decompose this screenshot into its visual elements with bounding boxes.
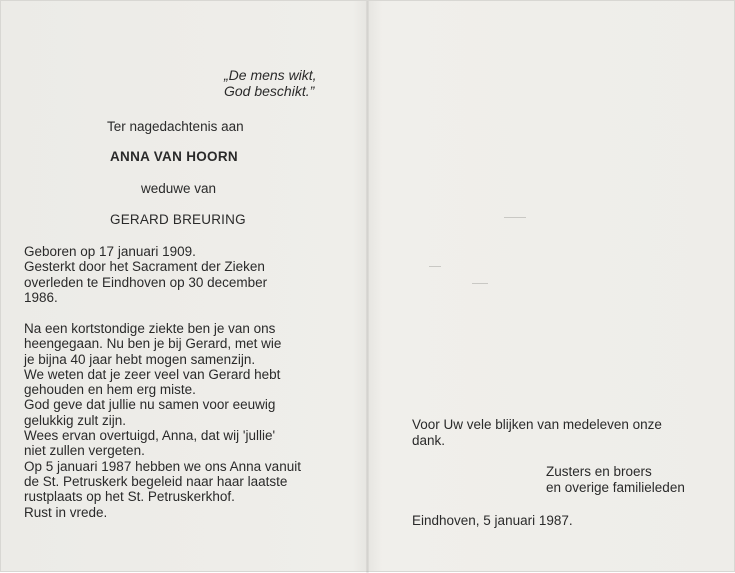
quote-line: God beschikt.”: [224, 83, 315, 99]
text-line: rustplaats op het St. Petruskerkhof.: [24, 489, 235, 505]
text-line: We weten dat je zeer veel van Gerard hebt: [24, 366, 281, 382]
text-line: Wees ervan overtuigd, Anna, dat wij 'jullie': [24, 428, 276, 444]
text-line: gehouden en hem erg miste.: [24, 382, 196, 398]
text-line: Rust in vrede.: [24, 504, 108, 520]
text-line: Op 5 januari 1987 hebben we ons Anna vanuit: [24, 458, 301, 474]
signature-line: en overige familieleden: [546, 480, 685, 495]
deceased-name: ANNA VAN HOORN: [110, 149, 238, 164]
text-line: God geve dat jullie nu samen voor eeuwig: [24, 397, 276, 413]
text-line: Geboren op 17 januari 1909.: [24, 244, 196, 259]
quote-line: „De mens wikt,: [224, 67, 317, 83]
thanks-line: dank.: [412, 433, 446, 448]
quote: [224, 67, 317, 99]
text-line: Na een kortstondige ziekte ben je van ons: [24, 321, 276, 336]
left-page: [1, 1, 366, 573]
place-date: Eindhoven, 5 januari 1987.: [412, 513, 573, 528]
husband-name: GERARD BREURING: [110, 212, 246, 227]
memorial-paragraph: [24, 321, 334, 520]
text-line: je bijna 40 jaar hebt mogen samenzijn.: [24, 351, 256, 367]
text-line: overleden te Eindhoven op 30 december: [24, 274, 268, 290]
paper-speck: [429, 266, 441, 267]
text-line: niet zullen vergeten.: [24, 443, 145, 459]
text-line: heengegaan. Nu ben je bij Gerard, met wie: [24, 336, 282, 352]
text-line: Gesterkt door het Sacrament der Zieken: [24, 259, 265, 275]
text-line: de St. Petruskerk begeleid naar haar laatste: [24, 473, 288, 489]
birth-death-block: [24, 244, 334, 305]
widow-of-text: weduwe van: [141, 181, 217, 196]
text-line: gelukkig zult zijn.: [24, 412, 127, 428]
thanks-line: Voor Uw vele blijken van medeleven onze: [412, 417, 662, 432]
text-line: 1986.: [24, 289, 58, 305]
right-page: [369, 1, 735, 573]
intro-text: Ter nagedachtenis aan: [107, 119, 244, 134]
signature-line: Zusters en broers: [546, 464, 652, 479]
paper-speck: [472, 283, 488, 284]
paper-speck: [504, 217, 526, 218]
